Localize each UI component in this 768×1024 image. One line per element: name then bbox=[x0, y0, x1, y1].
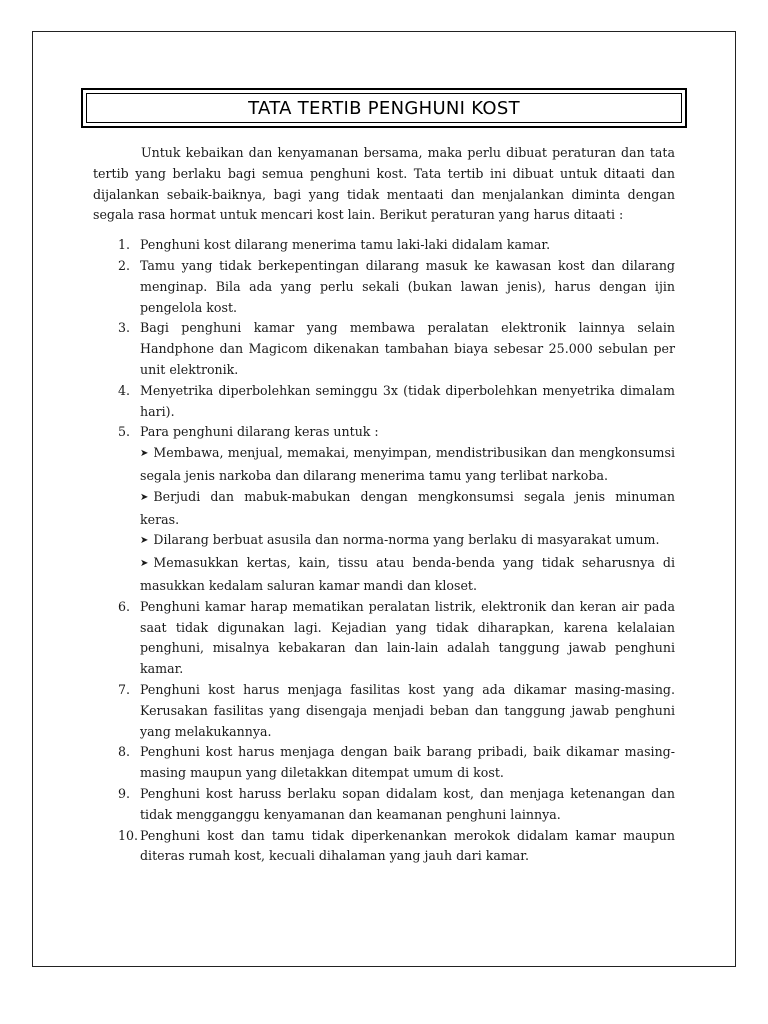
rule-number-text: 1. bbox=[118, 237, 131, 253]
rule-body bbox=[140, 235, 675, 256]
rule-item bbox=[93, 235, 675, 256]
rule-number bbox=[93, 235, 140, 256]
rule-number-text: 7. bbox=[118, 681, 131, 697]
rule-number-text: 2. bbox=[118, 257, 131, 273]
rule-body bbox=[140, 784, 675, 826]
rule-number bbox=[93, 597, 140, 618]
rule-text: Penghuni kost dilarang menerima tamu laki-laki didalam kamar. bbox=[140, 237, 551, 253]
rule-item bbox=[93, 256, 675, 318]
rule-item bbox=[93, 680, 675, 742]
prohibition-list bbox=[140, 443, 675, 597]
rule-number bbox=[93, 381, 140, 402]
rule-number-text: 8. bbox=[118, 744, 131, 760]
rule-text: Bagi penghuni kamar yang membawa peralatan elektronik lainnya selain Handphone dan Magicom dikenakan tambahan biaya sebesar 25.000 sebulan per unit elektronik. bbox=[140, 320, 675, 377]
rule-number-text: 6. bbox=[118, 598, 131, 614]
rule-body bbox=[140, 826, 675, 868]
rule-number bbox=[93, 422, 140, 443]
rule-body bbox=[140, 422, 675, 596]
rule-text: Tamu yang tidak berkepentingan dilarang masuk ke kawasan kost dan dilarang menginap. Bila ada yang perlu sekali (bukan lawan jenis), harus dengan ijin pengelola kost. bbox=[140, 257, 675, 315]
prohibition-text: Berjudi dan mabuk-mabukan dengan mengkonsumsi segala jenis minuman keras. bbox=[140, 488, 675, 527]
rule-text: Penghuni kamar harap mematikan peralatan listrik, elektronik dan keran air pada saat tidak digunakan lagi. Kejadian yang tidak diharapkan, karena kelalaian penghuni, misalnya kebakaran dan lain-lain adalah tanggung jawab penghuni kamar. bbox=[140, 598, 675, 677]
rule-text: Penghuni kost haruss berlaku sopan didalam kost, dan menjaga ketenangan dan tidak mengganggu kenyamanan dan keamanan penghuni lainnya. bbox=[140, 785, 675, 822]
rule-item bbox=[93, 381, 675, 423]
rule-number bbox=[93, 680, 140, 701]
rule-number bbox=[93, 742, 140, 763]
rule-text: Menyetrika diperbolehkan seminggu 3x (tidak diperbolehkan menyetrika dimalam hari). bbox=[140, 382, 675, 419]
rules-list bbox=[93, 235, 675, 867]
rule-text: Penghuni kost harus menjaga fasilitas kost yang ada dikamar masing-masing. Kerusakan fasilitas yang disengaja menjadi beban dan tanggung jawab penghuni yang melakukannya. bbox=[140, 681, 675, 739]
rule-item bbox=[93, 784, 675, 826]
arrow-bullet-icon: ➤ bbox=[140, 558, 149, 570]
rule-text: Para penghuni dilarang keras untuk : bbox=[140, 424, 379, 440]
rule-number-text: 3. bbox=[118, 320, 131, 336]
page-title: TATA TERTIB PENGHUNI KOST bbox=[248, 97, 520, 119]
rule-text: Penghuni kost harus menjaga dengan baik barang pribadi, baik dikamar masing-masing maupun yang diletakkan ditempat umum di kost. bbox=[140, 744, 675, 781]
rule-item bbox=[93, 422, 675, 596]
rule-body bbox=[140, 742, 675, 784]
intro-paragraph: Untuk kebaikan dan kenyamanan bersama, maka perlu dibuat peraturan dan tata tertib yang berlaku bagi semua penghuni kost. Tata tertib ini dibuat untuk ditaati dan dijalankan sebaik-baiknya, bagi yang tidak mentaati dan menjalankan diminta dengan segala rasa hormat untuk mencari kost lain. Berikut peraturan yang harus ditaati : bbox=[93, 145, 675, 223]
rule-number bbox=[93, 318, 140, 339]
prohibition-text: Memasukkan kertas, kain, tissu atau benda-benda yang tidak seharusnya di masukkan kedalam saluran kamar mandi dan kloset. bbox=[140, 555, 675, 593]
rule-number bbox=[93, 256, 140, 277]
rule-body bbox=[140, 597, 675, 680]
arrow-bullet-icon: ➤ bbox=[140, 448, 149, 460]
prohibition-text: Membawa, menjual, memakai, menyimpan, mendistribusikan dan mengkonsumsi segala jenis narkoba dan dilarang menerima tamu yang terlibat narkoba. bbox=[140, 445, 675, 483]
arrow-bullet-icon: ➤ bbox=[140, 535, 149, 547]
rule-item bbox=[93, 318, 675, 380]
rule-number-text: 4. bbox=[118, 382, 131, 398]
rule-item bbox=[93, 742, 675, 784]
rule-number-text: 10. bbox=[118, 827, 139, 843]
arrow-bullet-icon: ➤ bbox=[140, 491, 149, 503]
title-box bbox=[81, 88, 687, 128]
prohibition-item bbox=[140, 530, 675, 553]
rule-text: Penghuni kost dan tamu tidak diperkenankan merokok didalam kamar maupun diteras rumah kost, kecuali dihalaman yang jauh dari kamar. bbox=[140, 827, 675, 864]
title-inner-border bbox=[86, 93, 682, 123]
rule-item bbox=[93, 826, 675, 868]
rule-number-text: 5. bbox=[118, 424, 131, 440]
rule-item bbox=[93, 597, 675, 680]
prohibition-text: Dilarang berbuat asusila dan norma-norma yang berlaku di masyarakat umum. bbox=[153, 532, 660, 548]
rule-body bbox=[140, 256, 675, 318]
prohibition-item bbox=[140, 487, 675, 531]
prohibition-item bbox=[140, 553, 675, 597]
document-body bbox=[93, 143, 675, 867]
rule-body bbox=[140, 381, 675, 423]
rule-number-text: 9. bbox=[118, 785, 131, 801]
rule-body bbox=[140, 318, 675, 380]
rule-body bbox=[140, 680, 675, 742]
rule-number bbox=[93, 784, 140, 805]
prohibition-item bbox=[140, 443, 675, 487]
rule-number bbox=[93, 826, 140, 847]
